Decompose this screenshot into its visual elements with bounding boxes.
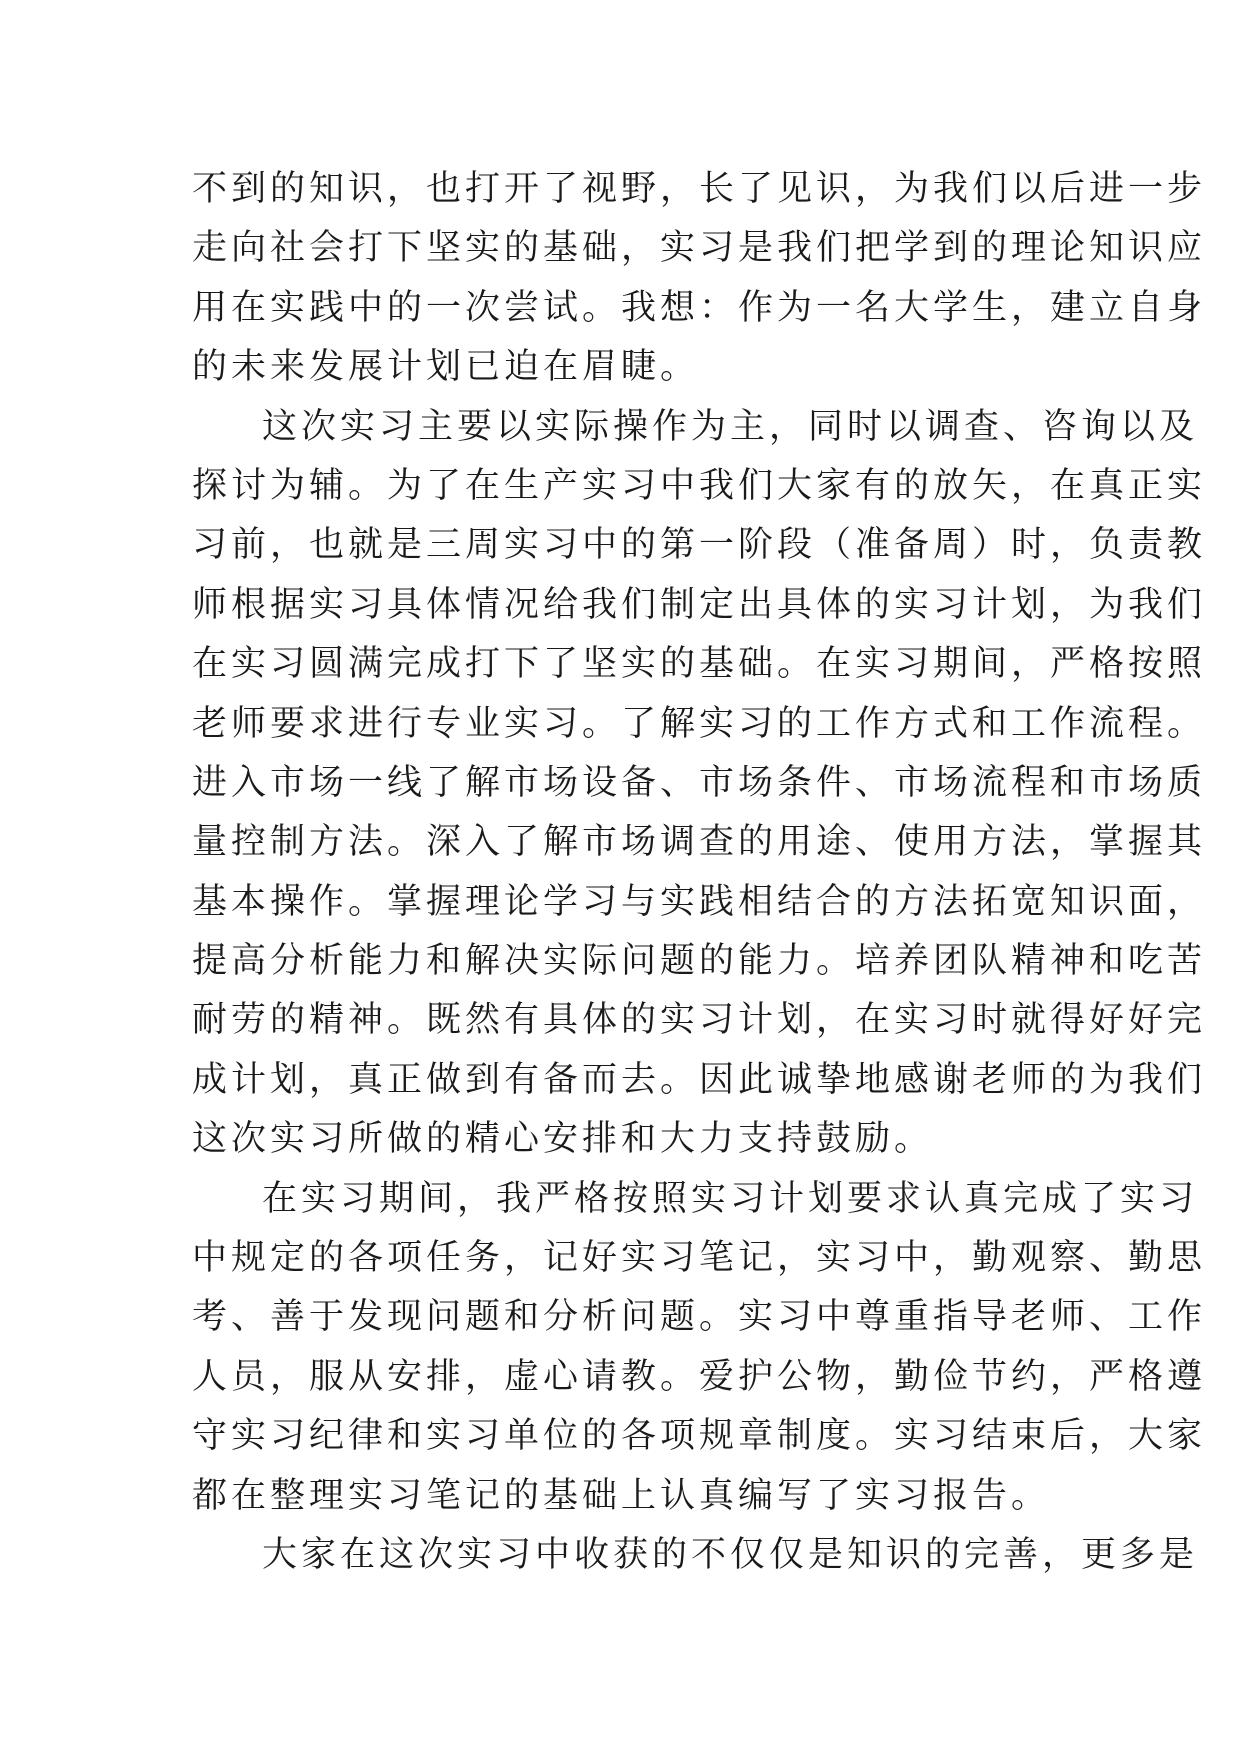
- body-text: [192, 160, 1207, 1585]
- text-line: 提高分析能力和解决实际问题的能力。培养团队精神和吃苦: [192, 941, 1207, 982]
- text-line: 习前，也就是三周实习中的第一阶段（准备周）时，负责教: [192, 525, 1207, 566]
- text-line: 探讨为辅。为了在生产实习中我们大家有的放矢，在真正实: [192, 465, 1207, 506]
- paragraph-first-line: 在实习期间，我严格按照实习计划要求认真完成了实习: [262, 1178, 1199, 1219]
- text-line: 在实习圆满完成打下了坚实的基础。在实习期间，严格按照: [192, 644, 1207, 685]
- text-line: 基本操作。掌握理论学习与实践相结合的方法拓宽知识面，: [192, 881, 1207, 922]
- text-line: 耐劳的精神。既然有具体的实习计划，在实习时就得好好完: [192, 1000, 1207, 1041]
- text-line: 量控制方法。深入了解市场调查的用途、使用方法，掌握其: [192, 822, 1207, 863]
- text-line: 守实习纪律和实习单位的各项规章制度。实习结束后，大家: [192, 1416, 1207, 1457]
- text-line: 中规定的各项任务，记好实习笔记，实习中，勤观察、勤思: [192, 1238, 1207, 1279]
- text-line: 走向社会打下坚实的基础，实习是我们把学到的理论知识应: [192, 228, 1207, 269]
- text-line: 不到的知识，也打开了视野，长了见识，为我们以后进一步: [192, 169, 1207, 209]
- text-line: 用在实践中的一次尝试。我想：作为一名大学生，建立自身: [192, 287, 1207, 328]
- text-line: 这次实习所做的精心安排和大力支持鼓励。: [192, 1119, 934, 1160]
- paragraph-first-line: 大家在这次实习中收获的不仅仅是知识的完善，更多是: [262, 1534, 1199, 1575]
- paragraph-first-line: 这次实习主要以实际操作为主，同时以调查、咨询以及: [262, 406, 1199, 447]
- text-line: 老师要求进行专业实习。了解实习的工作方式和工作流程。: [192, 703, 1207, 744]
- text-line: 师根据实习具体情况给我们制定出具体的实习计划，为我们: [192, 584, 1207, 625]
- text-line: 成计划，真正做到有备而去。因此诚挚地感谢老师的为我们: [192, 1059, 1207, 1100]
- text-line: 考、善于发现问题和分析问题。实习中尊重指导老师、工作: [192, 1297, 1207, 1338]
- text-line: 人员，服从安排，虚心请教。爱护公物，勤俭节约，严格遵: [192, 1356, 1207, 1397]
- text-line: 都在整理实习笔记的基础上认真编写了实习报告。: [192, 1475, 1051, 1516]
- text-line: 的未来发展计划已迫在眉睫。: [192, 347, 700, 388]
- text-line: 进入市场一线了解市场设备、市场条件、市场流程和市场质: [192, 762, 1207, 803]
